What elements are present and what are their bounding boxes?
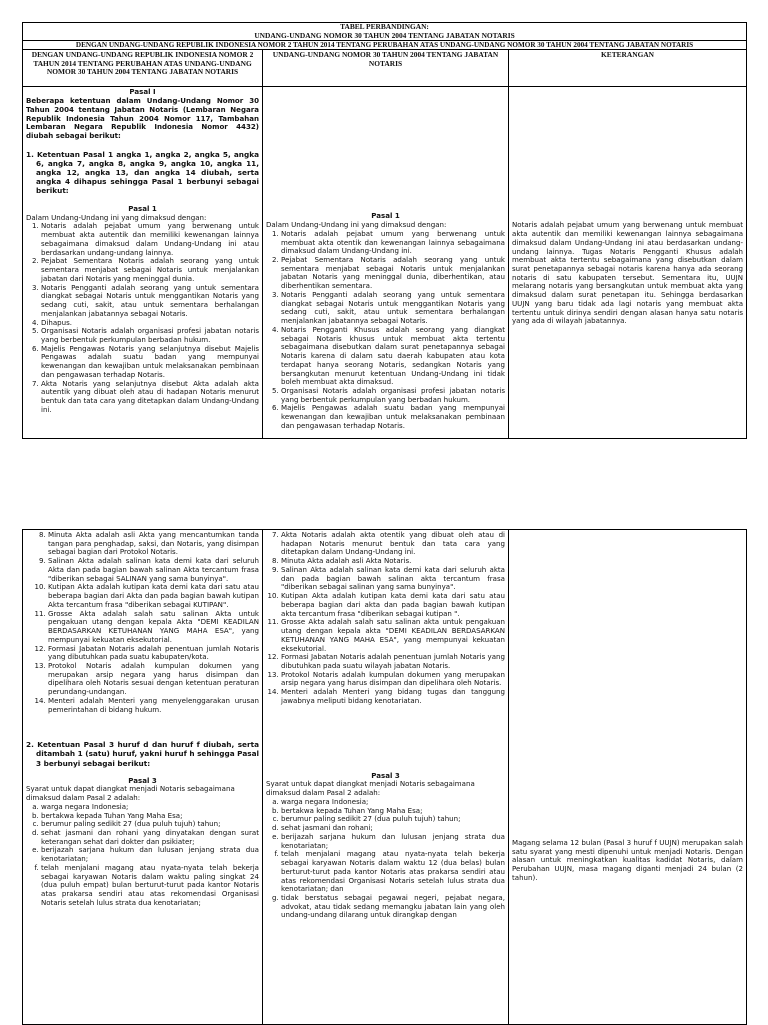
page-gap [0,490,768,519]
column-header-notes: KETERANGAN [509,50,747,87]
list-item: c. berumur paling sedikit 27 (dua puluh tujuh) tahun; [41,820,259,829]
list-item: 4. Dihapus. [41,319,259,328]
comparison-table-page-2 [22,529,747,1025]
list-item: 14. Menteri adalah Menteri yang menyelenggarakan urusan pemerintahan di bidang hukum. [48,697,259,714]
list-item: a. warga negara Indonesia; [281,798,505,807]
pasal-1-lead-new: Dalam Undang-Undang ini yang dimaksud dengan: [26,212,207,222]
list-item: 2. Pejabat Sementara Notaris adalah seorang yang untuk sementara menjabat sebagai Notaris untuk menjalankan jabatan Notaris yang meninggal dunia, diberhentikan, atau diberhentikan sementara. [281,256,505,291]
list-item: 14. Menteri adalah Menteri yang bidang tugas dan tanggung jawabnya meliputi bidang kenotariatan. [281,688,505,705]
pasal-1-list-new-cont [26,531,259,714]
list-item: d. sehat jasmani dan rohani yang dinyatakan dengan surat keterangan sehat dari dokter dan psikiater; [41,829,259,846]
new-law-cell [23,87,263,439]
list-item: b. bertakwa kepada Tuhan Yang Maha Esa; [41,812,259,821]
list-item: 13. Protokol Notaris adalah kumpulan dokumen yang merupakan arsip negara yang harus disimpan dan dipelihara oleh Notaris sesuai dengan ketentuan peraturan perundang-undangan. [48,662,259,697]
notes-cell [509,87,747,439]
comparison-table-page-1 [22,22,747,439]
table-title-line-3: DENGAN UNDANG-UNDANG REPUBLIK INDONESIA NOMOR 2 TAHUN 2014 TENTANG PERUBAHAN ATAS UNDANG-UNDANG NOMOR 30 TAHUN 2004 TENTANG JABATAN NOTARIS [23,41,747,50]
pasal-3-heading-new: Pasal 3 [128,775,157,785]
list-item: 9. Salinan Akta adalah salinan kata demi kata dari seluruh akta dan pada bagian bawah salinan akta tercantum frasa "diberikan sebagai salinan yang sama bunyinya". [281,566,505,592]
amendment-item-2: 2. Ketentuan Pasal 3 huruf d dan huruf f diubah, serta ditambah 1 (satu) huruf, yakni huruf h sehingga Pasal 3 berbunyi sebagai berikut: [26,740,260,768]
list-item: 12. Formasi Jabatan Notaris adalah penentuan jumlah Notaris yang dibutuhkan pada suatu kabupaten/kota. [48,645,259,662]
pasal-1-list-old-cont [266,531,505,706]
pasal-1-list-new [26,222,259,414]
list-item: 7. Akta Notaris yang selanjutnya disebut Akta adalah akta autentik yang dibuat oleh atau di hadapan Notaris menurut bentuk dan tata cara yang ditetapkan dalam Undang-Undang ini. [41,380,259,415]
pasal-3-list-new [26,803,259,908]
list-item: 3. Notaris Pengganti adalah seorang yang untuk sementara diangkat sebagai Notaris untuk menggantikan Notaris yang sedang cuti, sakit, atau untuk sementara berhalangan menjalankan jabatannya sebagai Notaris. [41,284,259,319]
table-title-cell [23,23,747,41]
list-item: 10. Kutipan Akta adalah kutipan kata demi kata dari satu atau beberapa bagian dari akta dan pada bagian bawah kutipan akta tercantum frasa "diberikan sebagai kutipan ". [281,592,505,618]
column-header-old-law: UNDANG-UNDANG NOMOR 30 TAHUN 2004 TENTANG JABATAN NOTARIS [263,50,509,87]
list-item: 8. Minuta Akta adalah asli Akta Notaris. [281,557,505,566]
table-title-line-2: UNDANG-UNDANG NOMOR 30 TAHUN 2004 TENTANG JABATAN NOTARIS [254,30,515,40]
new-law-cell [23,530,263,1025]
list-item: f. telah menjalani magang atau nyata-nyata telah bekerja sebagai karyawan Notaris dalam waktu paling singkat 24 (dua puluh empat) bulan berturut-turut pada kantor Notaris atas prakarsa sendiri atau atas rekomendasi Organisasi Notaris setelah lulus strata dua kenotariatan; [41,864,259,908]
list-item: e. berijazah sarjana hukum dan lulusan jenjang strata dua kenotariatan; [281,833,505,850]
pasal-3-lead-new: Syarat untuk dapat diangkat menjadi Notaris sebagaimana dimaksud dalam Pasal 2 adalah: [26,784,235,803]
column-header-new-law: DENGAN UNDANG-UNDANG REPUBLIK INDONESIA NOMOR 2 TAHUN 2014 TENTANG PERUBAHAN ATAS UNDANG-UNDANG NOMOR 30 TAHUN 2004 TENTANG JABATAN NOTARIS [23,50,263,87]
list-item: e. berijazah sarjana hukum dan lulusan jenjang strata dua kenotariatan; [41,846,259,863]
note-paragraph: Notaris adalah pejabat umum yang berwenang untuk membuat akta autentik dan memiliki kewenangan lainnya sebagaimana dimaksud dalam Undang-Undang ini atau berdasarkan undang-undang lainnya. Tugas Notaris Pengganti Khusus adalah membuat akta tertentu sebagaimana yang disebutkan dalam surat penetapannya sebagai notaris karena hanya ada seorang notaris di satu kabupaten tersebut. Sementara itu, UUJN melarang notaris yang bersangkutan untuk membuat akta yang dimaksud dalam surat penetapan itu. Sehingga berdasarkan UUJN yang baru tidak ada lagi notaris yang membuat akta tertentu untuk dirinya sendiri dengan alasan hanya satu notaris yang ada di wilayah jabatannya. [512,220,744,326]
list-item: a. warga negara Indonesia; [41,803,259,812]
pasal-3-heading-old: Pasal 3 [371,770,400,780]
list-item: 12. Formasi Jabatan Notaris adalah penentuan jumlah Notaris yang dibutuhkan pada suatu wilayah jabatan Notaris. [281,653,505,670]
table-title-line-1: TABEL PERBANDINGAN: [340,22,429,31]
document-page-1 [0,0,768,490]
list-item: g. tidak berstatus sebagai pegawai negeri, pejabat negara, advokat, atau tidak sedang memangku jabatan lain yang oleh undang-undang dilarang untuk dirangkap dengan [281,894,505,920]
list-item: 4. Notaris Pengganti Khusus adalah seorang yang diangkat sebagai Notaris khusus untuk membuat akta tertentu sebagaimana disebutkan dalam surat penetapannya sebagai Notaris karena di dalam satu daerah kabupaten atau kota terdapat hanya seorang Notaris, sedangkan Notaris yang bersangkutan menurut ketentuan Undang-Undang ini tidak boleh membuat akta dimaksud. [281,326,505,387]
old-law-cell [263,530,509,1025]
notes-cell [509,530,747,1025]
intro-paragraph: Beberapa ketentuan dalam Undang-Undang Nomor 30 Tahun 2004 tentang Jabatan Notaris (Lembaran Negara Republik Indonesia Tahun 2004 Nomor 117, Tambahan Lembaran Negara Republik Indonesia Nomor 4432) diubah sebagai berikut: [26,96,259,140]
list-item: 3. Notaris Pengganti adalah seorang yang untuk sementara diangkat sebagai Notaris untuk menggantikan Notaris yang sedang cuti, sakit, atau untuk sementara berhalangan menjalankan jabatannya sebagai Notaris. [281,291,505,326]
list-item: b. bertakwa kepada Tuhan Yang Maha Esa; [281,807,505,816]
list-item: 11. Grosse Akta adalah salah satu salinan Akta untuk pengakuan utang dengan kepala Akta "DEMI KEADILAN BERDASARKAN KETUHANAN YANG MAHA ESA", yang mempunyai kekuatan eksekutorial. [48,610,259,645]
list-item: 13. Protokol Notaris adalah kumpulan dokumen yang merupakan arsip negara yang harus disimpan dan dipelihara oleh Notaris. [281,671,505,688]
old-law-cell [263,87,509,439]
document-page-2 [0,519,768,1024]
pasal-3-list-old [266,798,505,920]
pasal-1-lead-old: Dalam Undang-Undang ini yang dimaksud dengan: [266,220,447,230]
pasal-i-heading: Pasal I [129,87,156,97]
list-item: 6. Majelis Pengawas Notaris yang selanjutnya disebut Majelis Pengawas adalah suatu badan yang mempunyai kewenangan dan kewajiban untuk melaksanakan pembinaan dan pengawasan terhadap Notaris. [41,345,259,380]
list-item: 5. Organisasi Notaris adalah organisasi profesi jabatan notaris yang berbentuk perkumpulan yang berbadan hukum. [281,387,505,404]
pasal-1-list-old [266,230,505,431]
list-item: 7. Akta Notaris adalah akta otentik yang dibuat oleh atau di hadapan Notaris menurut bentuk dan tata cara yang ditetapkan dalam Undang-Undang ini. [281,531,505,557]
note-paragraph-pasal-3: Magang selama 12 bulan (Pasal 3 huruf f UUJN) merupakan salah satu syarat yang mesti dipenuhi untuk menjadi Notaris. Dengan alasan untuk meningkatkan kualitas kadidat Notaris, dalam Perubahan UUJN, masa magang diganti menjadi 24 bulan (2 tahun). [512,838,743,882]
pasal-1-heading-old: Pasal 1 [371,211,400,221]
list-item: 2. Pejabat Sementara Notaris adalah seorang yang untuk sementara menjabat sebagai Notaris untuk menjalankan jabatan dari Notaris yang meninggal dunia. [41,257,259,283]
list-item: 11. Grosse Akta adalah salah satu salinan akta untuk pengakuan utang dengan kepala akta "DEMI KEADILAN BERDASARKAN KETUHANAN YANG MAHA ESA", yang mempunyai kekuatan eksekutorial. [281,618,505,653]
pasal-1-heading-new: Pasal 1 [128,203,157,213]
pasal-3-lead-old: Syarat untuk dapat diangkat menjadi Notaris sebagaimana dimaksud dalam Pasal 2 adalah: [266,779,475,798]
list-item: 10. Kutipan Akta adalah kutipan kata demi kata dari satu atau beberapa bagian dari Akta dan pada bagian bawah kutipan Akta tercantum frasa "diberikan sebagai KUTIPAN". [48,583,259,609]
list-item: 6. Majelis Pengawas adalah suatu badan yang mempunyai kewenangan dan kewajiban untuk melaksanakan pembinaan dan pengawasan terhadap Notaris. [281,404,505,430]
list-item: 1. Notaris adalah pejabat umum yang berwenang untuk membuat akta autentik dan memiliki kewenangan lainnya sebagaimana dimaksud dalam Undang-Undang ini atau berdasarkan undang-undang lainnya. [41,222,259,257]
list-item: d. sehat jasmani dan rohani; [281,824,505,833]
list-item: 5. Organisasi Notaris adalah organisasi profesi jabatan notaris yang berbentuk perkumpulan berbadan hukum. [41,327,259,344]
list-item: c. berumur paling sedikit 27 (dua puluh tujuh) tahun; [281,815,505,824]
list-item: 8. Minuta Akta adalah asli Akta yang mencantumkan tanda tangan para penghadap, saksi, dan Notaris, yang disimpan sebagai bagian dari Protokol Notaris. [48,531,259,557]
list-item: f. telah menjalani magang atau nyata-nyata telah bekerja sebagai karyawan Notaris dalam waktu 12 (dua belas) bulan berturut-turut pada kantor Notaris atas prakarsa sendiri atau atas rekomendasi Organisasi Notaris setelah lulus strata dua kenotariatan; dan [281,850,505,894]
list-item: 1. Notaris adalah pejabat umum yang berwenang untuk membuat akta otentik dan kewenangan lainnya sebagaimana dimaksud dalam Undang-Undang ini. [281,230,505,256]
amendment-item-1: 1. Ketentuan Pasal 1 angka 1, angka 2, angka 5, angka 6, angka 7, angka 8, angka 9, angka 10, angka 11, angka 12, angka 13, dan angka 14 diubah, serta angka 4 dihapus sehingga Pasal 1 berbunyi sebagai berikut: [26,149,259,195]
list-item: 9. Salinan Akta adalah salinan kata demi kata dari seluruh Akta dan pada bagian bawah salinan Akta tercantum frasa "diberikan sebagai SALINAN yang sama bunyinya". [48,557,259,583]
